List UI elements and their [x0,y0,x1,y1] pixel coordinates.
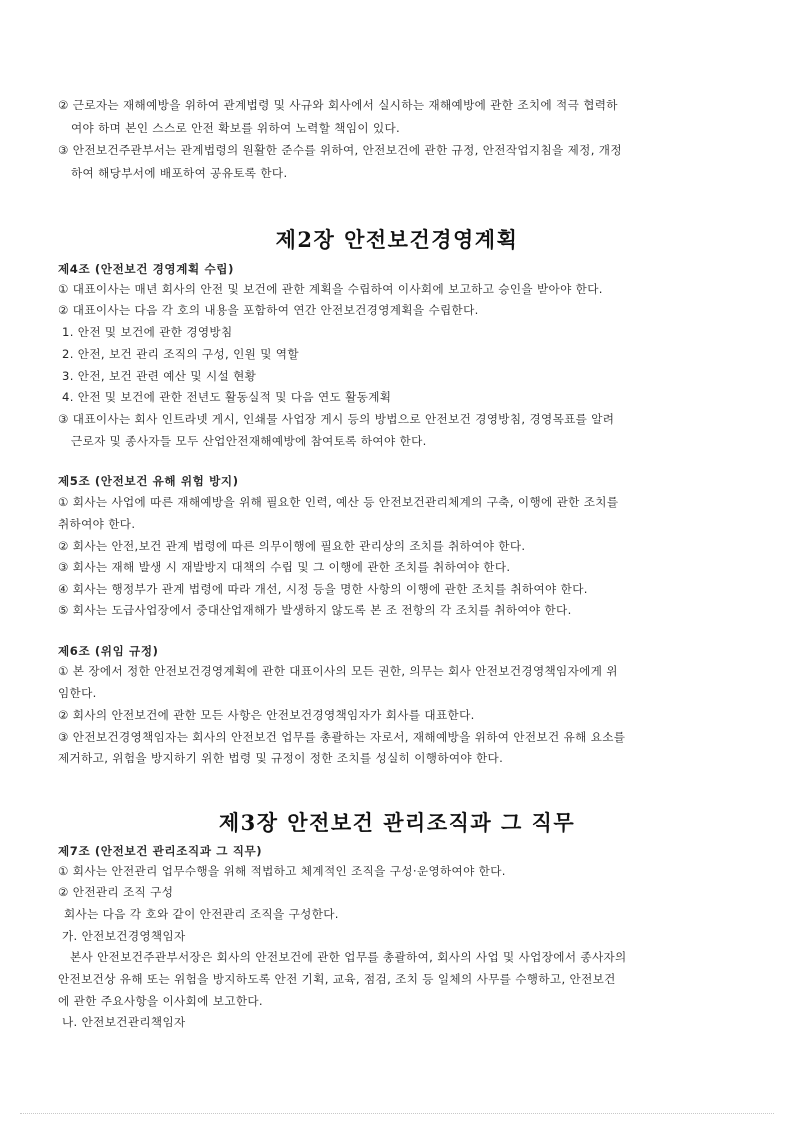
paragraph-line: ① 회사는 사업에 따른 재해예방을 위해 필요한 인력, 예산 등 안전보건관리체계의 구축, 이행에 관한 조치를 [58,495,619,509]
paragraph-line: 여야 하며 본인 스스로 안전 확보를 위하여 노력할 책임이 있다. [71,121,401,135]
paragraph-line: 에 관한 주요사항을 이사회에 보고한다. [58,994,263,1008]
list-item: 가. 안전보건경영책임자 [62,929,186,943]
paragraph-line: ③ 대표이사는 회사 인트라넷 게시, 인쇄물 사업장 게시 등의 방법으로 안전보건 경영방침, 경영목표를 알려 [58,412,615,426]
paragraph-line: 근로자 및 종사자들 모두 산업안전재해예방에 참여토록 하여야 한다. [71,434,427,448]
paragraph-line: 회사는 다음 각 호와 같이 안전관리 조직을 구성한다. [64,907,339,921]
list-item: 4. 안전 및 보건에 관한 전년도 활동실적 및 다음 연도 활동계획 [62,390,392,404]
paragraph-line: 안전보건상 유해 또는 위험을 방지하도록 안전 기획, 교육, 점검, 조치 등 일체의 사무를 수행하고, 안전보건 [58,972,616,986]
paragraph-line: 본사 안전보건주관부서장은 회사의 안전보건에 관한 업무를 총괄하여, 회사의 사업 및 사업장에서 종사자의 [70,950,627,964]
list-item: 2. 안전, 보건 관리 조직의 구성, 인원 및 역할 [62,347,299,361]
paragraph-line: ③ 안전보건주관부서는 관계법령의 원활한 준수를 위하여, 안전보건에 관한 규정, 안전작업지침을 제정, 개정 [58,143,622,157]
article-5-heading: 제5조 (안전보건 유해 위험 방지) [58,474,239,488]
paragraph-line: ③ 안전보건경영책임자는 회사의 안전보건 업무를 총괄하는 자로서, 재해예방을 위하여 안전보건 유해 요소를 [58,730,626,744]
list-item: 3. 안전, 보건 관련 예산 및 시설 현황 [62,369,257,383]
paragraph-line: ① 본 장에서 정한 안전보건경영계획에 관한 대표이사의 모든 권한, 의무는 회사 안전보건경영책임자에게 위 [58,664,618,678]
paragraph-line: ② 회사는 안전,보건 관계 법령에 따른 의무이행에 필요한 관리상의 조치를 취하여야 한다. [58,539,526,553]
article-4-heading: 제4조 (안전보건 경영계획 수립) [58,262,234,276]
paragraph-line: ② 대표이사는 다음 각 호의 내용을 포함하여 연간 안전보건경영계획을 수립한다. [58,303,479,317]
paragraph-line: ① 회사는 안전관리 업무수행을 위해 적법하고 체계적인 조직을 구성·운영하여야 한다. [58,864,506,878]
paragraph-line: ② 근로자는 재해예방을 위하여 관계법령 및 사규와 회사에서 실시하는 재해예방에 관한 조치에 적극 협력하 [58,98,618,112]
paragraph-line: 하여 해당부서에 배포하여 공유토록 한다. [71,166,288,180]
paragraph-line: ③ 회사는 재해 발생 시 재발방지 대책의 수립 및 그 이행에 관한 조치를 취하여야 한다. [58,560,511,574]
list-item: 나. 안전보건관리책임자 [62,1015,186,1029]
list-item: 1. 안전 및 보건에 관한 경영방침 [62,325,233,339]
chapter-2-heading: 제2장 안전보건경영계획 [275,227,519,252]
paragraph-line: ② 안전관리 조직 구성 [58,885,174,899]
paragraph-line: 제거하고, 위험을 방지하기 위한 법령 및 규정이 정한 조치를 성실히 이행하여야 한다. [58,751,504,765]
paragraph-line: ① 대표이사는 매년 회사의 안전 및 보건에 관한 계획을 수립하여 이사회에 보고하고 승인을 받아야 한다. [58,282,603,296]
paragraph-line: ② 회사의 안전보건에 관한 모든 사항은 안전보건경영책임자가 회사를 대표한다. [58,708,475,722]
chapter-3-heading: 제3장 안전보건 관리조직과 그 직무 [218,810,576,835]
paragraph-line: 임한다. [58,686,97,700]
page-bottom-rule [20,1113,774,1114]
paragraph-line: ④ 회사는 행정부가 관계 법령에 따라 개선, 시정 등을 명한 사항의 이행에 관한 조치를 취하여야 한다. [58,582,588,596]
article-7-heading: 제7조 (안전보건 관리조직과 그 직무) [58,844,263,858]
article-6-heading: 제6조 (위임 규정) [58,644,159,658]
paragraph-line: 취하여야 한다. [58,517,136,531]
paragraph-line: ⑤ 회사는 도급사업장에서 중대산업재해가 발생하지 않도록 본 조 전항의 각 조치를 취하여야 한다. [58,603,572,617]
